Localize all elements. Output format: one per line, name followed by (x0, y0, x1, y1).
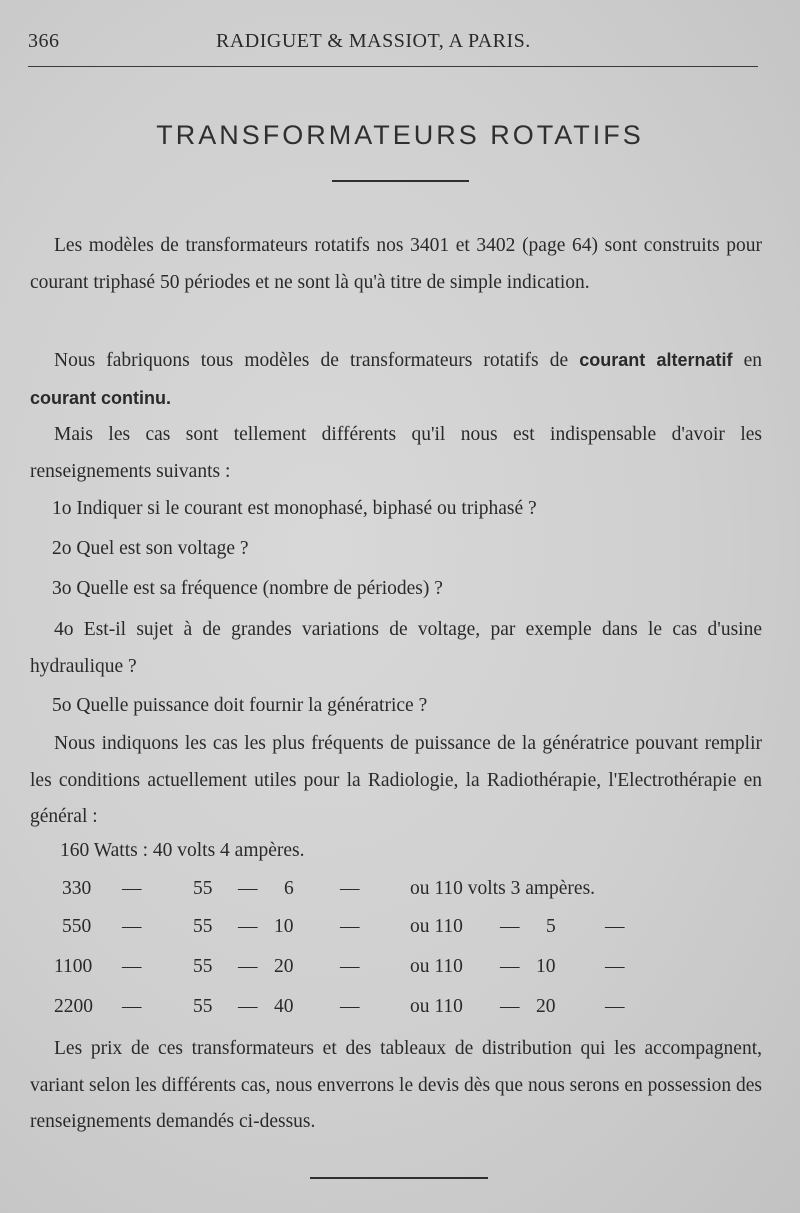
cell-dash: — (605, 956, 625, 977)
paragraph-fabrication (30, 342, 762, 417)
page-number: 366 (28, 30, 60, 52)
cell-dash: — (500, 916, 520, 937)
cell-dash: — (500, 996, 520, 1017)
cell-dash: — (340, 878, 360, 899)
question-2: 2o Quel est son voltage ? (52, 538, 249, 559)
table-first-row: 160 Watts : 40 volts 4 ampères. (60, 840, 305, 861)
cell-amps: 6 (284, 878, 294, 899)
cell-dash: — (122, 996, 142, 1017)
cell-alt-amps: 20 (536, 996, 556, 1017)
footer-divider (310, 1177, 488, 1179)
cell-dash: — (605, 916, 625, 937)
cell-alt-volts: ou 110 (410, 916, 463, 937)
cell-dash: — (340, 996, 360, 1017)
page-header (28, 30, 780, 60)
paragraph-prix: Les prix de ces transformateurs et des tableaux de distribution qui les accompagnent, variant selon les différents cas, nous enverrons le devis dès que nous serons en possession des renseignements demandés ci-dessus. (30, 1038, 762, 1132)
paragraph-puissance: Nous indiquons les cas les plus fréquents de puissance de la génératrice pouvant remplir les conditions actuellement utiles pour la Radiologie, la Radiothérapie, l'Electrothérapie en général : (30, 733, 762, 827)
cell-watts: 550 (62, 916, 92, 937)
cell-dash: — (340, 956, 360, 977)
paragraph-fabrication-start: Nous fabriquons tous modèles de transformateurs rotatifs de (54, 350, 580, 371)
paragraph-intro: Les modèles de transformateurs rotatifs nos 3401 et 3402 (page 64) sont construits pour courant triphasé 50 périodes et ne sont là qu'à titre de simple indication. (30, 235, 762, 293)
question-3: 3o Quelle est sa fréquence (nombre de périodes) ? (52, 578, 443, 599)
cell-watts: 1100 (54, 956, 93, 977)
section-title: TRANSFORMATEURS ROTATIFS (156, 120, 644, 150)
bold-courant-continu: courant continu. (30, 387, 171, 408)
cell-dash: — (340, 916, 360, 937)
question-4: 4o Est-il sujet à de grandes variations de voltage, par exemple dans le cas d'usine hydraulique ? (30, 619, 762, 677)
cell-dash: — (238, 956, 258, 977)
paragraph-fabrication-mid: en (732, 350, 763, 371)
question-5: 5o Quelle puissance doit fournir la génératrice ? (52, 695, 428, 716)
cell-volts: 55 (193, 878, 213, 899)
cell-dash: — (122, 916, 142, 937)
cell-alt: ou 110 volts 3 ampères. (410, 878, 596, 899)
paragraph-renseignements: Mais les cas sont tellement différents qu'il nous est indispensable d'avoir les renseignements suivants : (30, 424, 762, 482)
header-divider (28, 66, 758, 67)
cell-watts: 330 (62, 878, 92, 899)
bold-courant-alternatif: courant alternatif (579, 350, 733, 370)
cell-volts: 55 (193, 956, 213, 977)
cell-alt-volts: ou 110 (410, 956, 463, 977)
cell-volts: 55 (193, 916, 213, 937)
cell-dash: — (238, 878, 258, 899)
cell-volts: 55 (193, 996, 213, 1017)
cell-dash: — (500, 956, 520, 977)
cell-dash: — (605, 996, 625, 1017)
cell-alt-amps: 5 (546, 916, 556, 937)
question-1: 1o Indiquer si le courant est monophasé, biphasé ou triphasé ? (52, 498, 537, 519)
cell-dash: — (238, 996, 258, 1017)
cell-amps: 20 (274, 956, 294, 977)
cell-alt-volts: ou 110 (410, 996, 463, 1017)
cell-dash: — (122, 878, 142, 899)
cell-alt-amps: 10 (536, 956, 556, 977)
cell-dash: — (238, 916, 258, 937)
title-divider (332, 180, 469, 182)
cell-amps: 40 (274, 996, 294, 1017)
running-title: RADIGUET & MASSIOT, A PARIS. (216, 30, 531, 52)
cell-dash: — (122, 956, 142, 977)
cell-watts: 2200 (54, 996, 93, 1017)
cell-amps: 10 (274, 916, 294, 937)
